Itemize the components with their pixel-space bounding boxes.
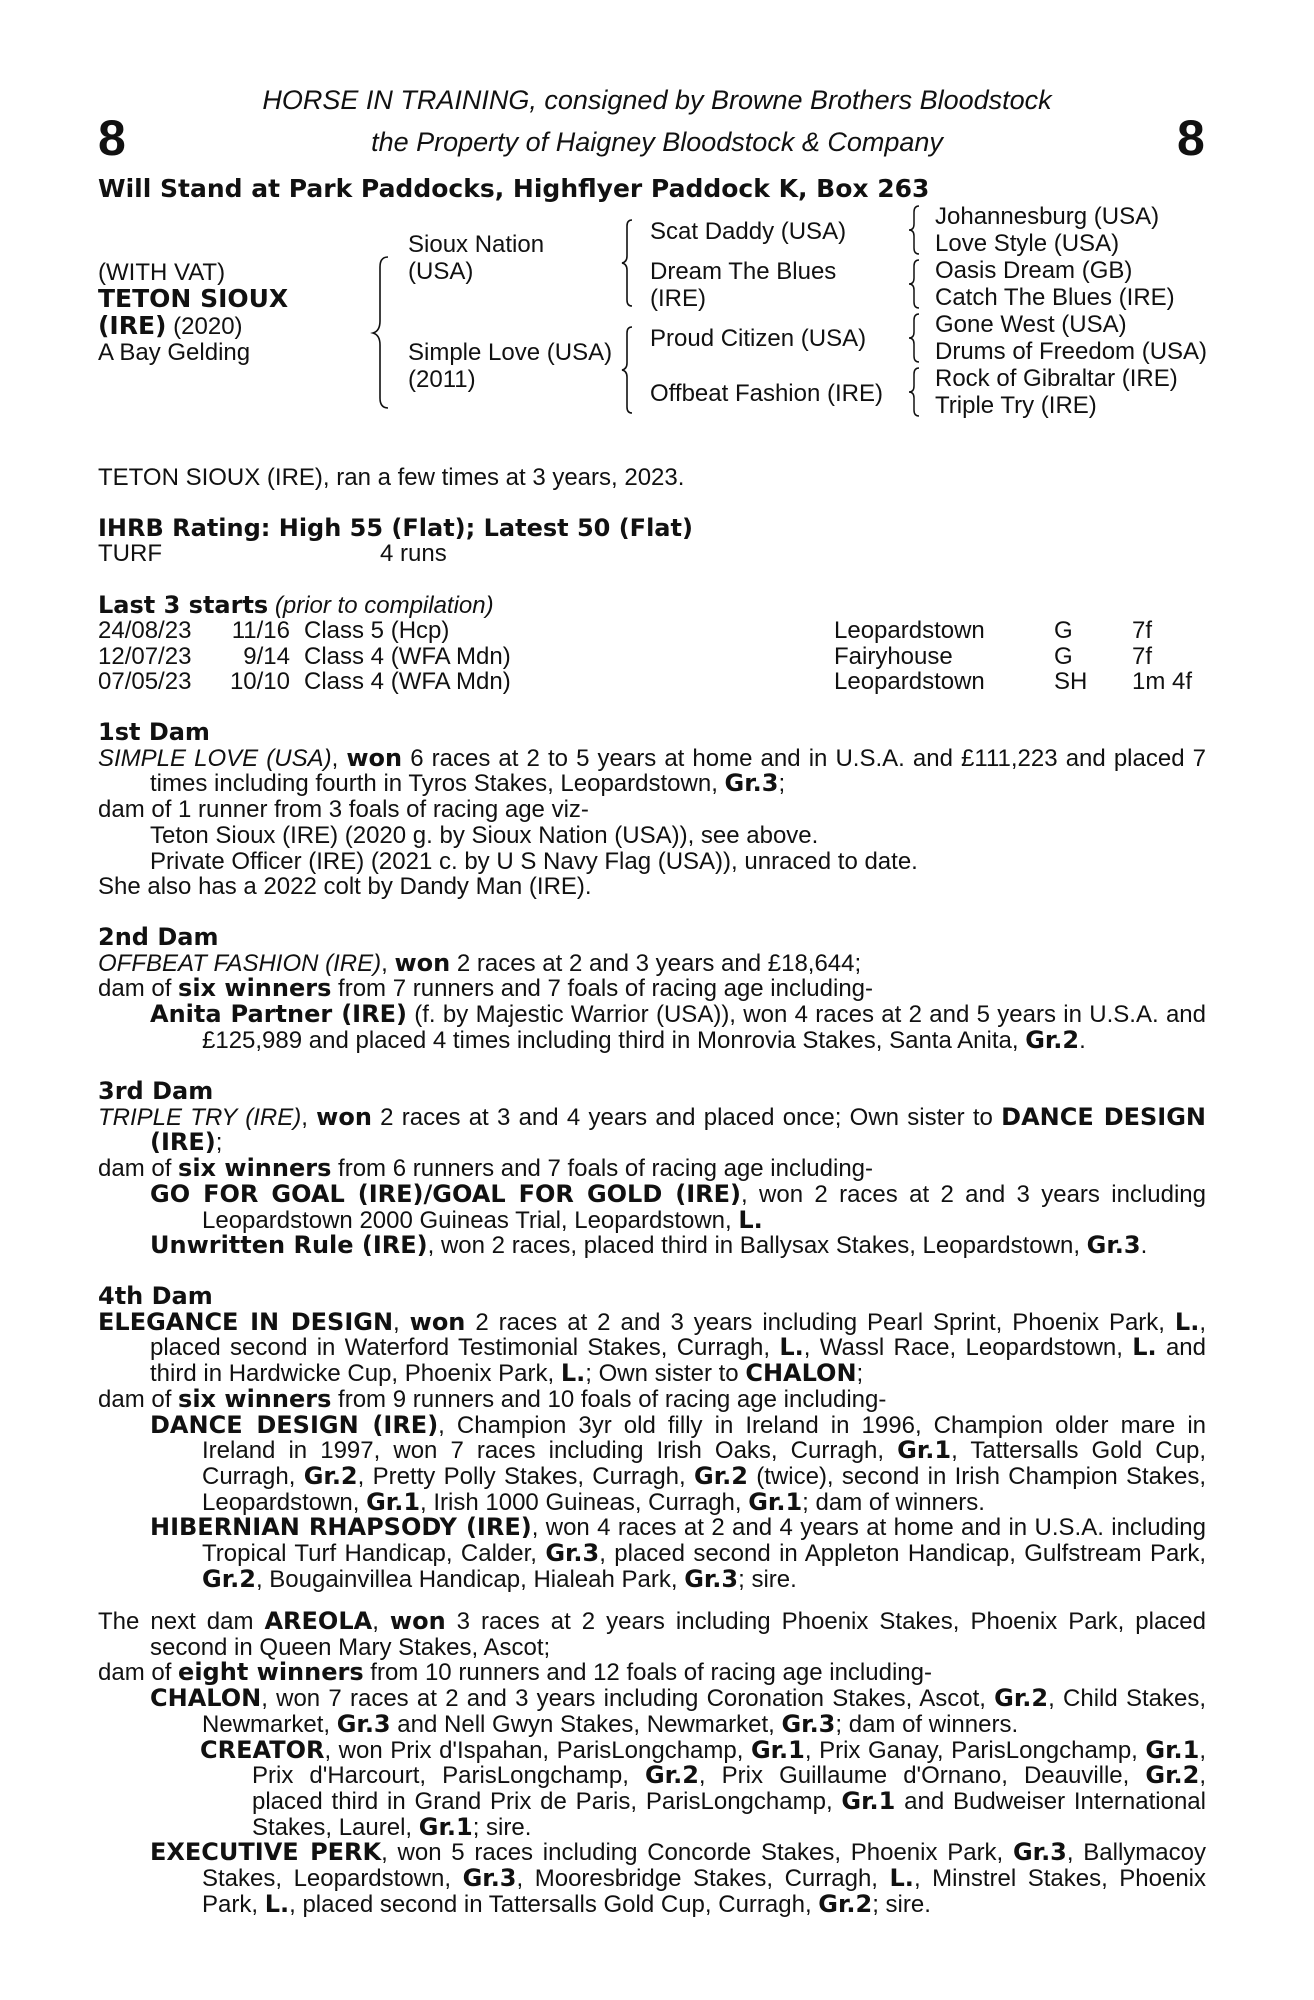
pedigree-bracket-main (370, 255, 394, 410)
next-dam-produce-intro: dam of eight winners from 10 runners and 12 foals of racing age including- (98, 1658, 932, 1687)
start-position: 11/16 (231, 617, 290, 644)
rating-title: IHRB Rating: High 55 (Flat); Latest 50 (Flat) (98, 514, 693, 542)
fourth-dam-progeny-2: HIBERNIAN RHAPSODY (IRE), won 4 races at 2 and 4 years at home and in U.S.A. including Tropical Turf Handicap, Calder, Gr.3, placed second in Appleton Handicap, Gulfstream Park, Gr.2, Bougainvillea Handicap, Hialeah Park, Gr.3; sire. (150, 1513, 1206, 1593)
third-dam-record: TRIPLE TRY (IRE), won 2 races at 3 and 4 years and placed once; Own sister to DANCE DESIGN (IRE); (98, 1102, 1207, 1157)
first-dam-produce-intro: dam of 1 runner from 3 foals of racing age viz- (98, 796, 589, 824)
race-summary: TETON SIOUX (IRE), ran a few times at 3 years, 2023. (98, 464, 685, 491)
lot-number-left: 8 (98, 110, 126, 166)
dam-sire: Proud Citizen (USA) (650, 325, 867, 352)
rating-runs: 4 runs (380, 540, 447, 567)
fourth-dam-record: ELEGANCE IN DESIGN, won 2 races at 2 and 3 years including Pearl Sprint, Phoenix Park, L., placed second in Waterford Testimonial Stakes, Curragh, L., Wassl Race, Leopardstown, L. and third in Hardwicke Cup, Phoenix Park, L.; Own sister to CHALON; (98, 1307, 1206, 1388)
second-dam-progeny-1: Anita Partner (IRE) (f. by Majestic Warrior (USA)), won 4 races at 2 and 5 years in U.S.A. and £125,989 and placed 4 times including third in Monrovia Stakes, Santa Anita, Gr.2. (150, 1000, 1207, 1054)
start-going: SH (1054, 668, 1088, 696)
first-dam-record: SIMPLE LOVE (USA), won 6 races at 2 to 5 years at home and in U.S.A. and £111,223 and placed 7 times including fourth in Tyros Stakes, Leopardstown, Gr.3; (98, 743, 1206, 798)
second-dam-section (98, 925, 1206, 1054)
third-dam-section (98, 1079, 1206, 1259)
start-going: G (1054, 642, 1073, 670)
last-starts-heading: Last 3 starts (prior to compilation) (98, 591, 494, 619)
start-race: Class 5 (Hcp) (304, 617, 450, 644)
start-distance: 7f (1132, 617, 1153, 644)
dam-dam-sire: Rock of Gibraltar (IRE) (935, 365, 1178, 392)
last-starts-table (98, 618, 1212, 695)
start-race: Class 4 (WFA Mdn) (304, 668, 511, 696)
page-title: HORSE IN TRAINING, consigned by Browne Brothers Bloodstock (262, 85, 1052, 115)
next-dam-progeny-2: EXECUTIVE PERK, won 5 races including Concorde Stakes, Phoenix Park, Gr.3, Ballymacoy Stakes, Leopardstown, Gr.3, Mooresbridge Stakes, Curragh, L., Minstrel Stakes, Phoenix Park, L., placed second in Tattersalls Gold Cup, Curragh, Gr.2; sire. (150, 1838, 1207, 1918)
start-date: 12/07/23 (98, 642, 192, 670)
start-distance: 1m 4f (1132, 668, 1193, 696)
dam-dam: Offbeat Fashion (IRE) (650, 380, 883, 407)
start-course: Fairyhouse (834, 642, 953, 670)
start-distance: 7f (1132, 642, 1153, 670)
third-dam-produce-intro: dam of six winners from 6 runners and 7 foals of racing age including- (98, 1154, 874, 1183)
next-dam-section (98, 1609, 1206, 1917)
pedigree-bracket-sd (906, 258, 922, 310)
first-dam-note: She also has a 2022 colt by Dandy Man (IRE). (98, 873, 592, 901)
next-dam-record: The next dam AREOLA, won 3 races at 2 years including Phoenix Stakes, Phoenix Park, placed second in Queen Mary Stakes, Ascot; (98, 1607, 1206, 1661)
dam-name: Simple Love (USA) (408, 339, 613, 366)
start-going: G (1054, 617, 1073, 644)
horse-origin-year: (IRE) (2020) (98, 311, 243, 340)
lot-number-right: 8 (1177, 110, 1205, 166)
start-row (98, 618, 1212, 644)
start-row (98, 669, 1212, 695)
dam-dam-dam: Triple Try (IRE) (935, 392, 1097, 419)
stand-location: Will Stand at Park Paddocks, Highflyer Paddock K, Box 263 (98, 174, 930, 203)
pedigree-bracket-ds (906, 312, 922, 364)
sire-dam: Dream The Blues (650, 258, 837, 285)
sire-dam-dam: Catch The Blues (IRE) (935, 284, 1175, 311)
start-course: Leopardstown (834, 617, 985, 644)
start-position: 10/10 (229, 668, 290, 696)
sire-dam-origin: (IRE) (650, 285, 706, 312)
pedigree-bracket-ss (906, 204, 922, 256)
dam-year: (2011) (408, 366, 476, 393)
second-dam-title: 2nd Dam (98, 923, 219, 951)
sire-origin: (USA) (408, 258, 474, 285)
start-date: 07/05/23 (98, 668, 192, 696)
first-dam-progeny-2: Private Officer (IRE) (2021 c. by U S Navy Flag (USA)), unraced to date. (150, 847, 918, 875)
third-dam-progeny-1: GO FOR GOAL (IRE)/GOAL FOR GOLD (IRE), won 2 races at 2 and 3 years including Leopardstown 2000 Guineas Trial, Leopardstown, L. (150, 1179, 1206, 1234)
start-row (98, 644, 1212, 670)
next-dam-progeny-1-son: CREATOR, won Prix d'Ispahan, ParisLongchamp, Gr.1, Prix Ganay, ParisLongchamp, Gr.1, Prix d'Harcourt, ParisLongchamp, Gr.2, Prix Guillaume d'Ornano, Deauville, Gr.2, placed third in Grand Prix de Paris, ParisLongchamp, Gr.1 and Budweiser International Stakes, Laurel, Gr.1; sire. (200, 1735, 1207, 1841)
dam-sire-dam: Drums of Freedom (USA) (935, 338, 1208, 365)
third-dam-progeny-2: Unwritten Rule (IRE), won 2 races, placed third in Ballysax Stakes, Leopardstown, Gr.3. (150, 1231, 1148, 1260)
start-date: 24/08/23 (98, 617, 192, 644)
fourth-dam-title: 4th Dam (98, 1282, 213, 1310)
third-dam-title: 3rd Dam (98, 1077, 214, 1105)
sire-sire-dam: Love Style (USA) (935, 230, 1120, 257)
first-dam-title: 1st Dam (98, 718, 210, 746)
first-dam-section (98, 720, 1206, 900)
second-dam-produce-intro: dam of six winners from 7 runners and 7 foals of racing age including- (98, 974, 874, 1003)
sire-dam-sire: Oasis Dream (GB) (935, 257, 1133, 284)
property-line: the Property of Haigney Bloodstock & Company (371, 127, 943, 157)
horse-description: A Bay Gelding (98, 339, 251, 366)
fourth-dam-section (98, 1284, 1206, 1592)
pedigree-bracket-dam (619, 325, 635, 415)
first-dam-progeny-1: Teton Sioux (IRE) (2020 g. by Sioux Nation (USA)), see above. (150, 821, 819, 849)
horse-name: TETON SIOUX (98, 284, 289, 313)
fourth-dam-progeny-1: DANCE DESIGN (IRE), Champion 3yr old filly in Ireland in 1996, Champion older mare in Ireland in 1997, won 7 races including Irish Oaks, Curragh, Gr.1, Tattersalls Gold Cup, Curragh, Gr.2, Pretty Polly Stakes, Curragh, Gr.2 (twice), second in Irish Champion Stakes, Leopardstown, Gr.1, Irish 1000 Guineas, Curragh, Gr.1; dam of winners. (150, 1410, 1207, 1516)
pedigree-bracket-sire (619, 218, 635, 308)
rating-surface: TURF (98, 540, 162, 567)
start-course: Leopardstown (834, 668, 985, 696)
start-position: 9/14 (243, 642, 290, 670)
fourth-dam-produce-intro: dam of six winners from 9 runners and 10 foals of racing age including- (98, 1384, 887, 1413)
pedigree-bracket-dd (906, 366, 922, 418)
start-race: Class 4 (WFA Mdn) (304, 642, 511, 670)
next-dam-progeny-1: CHALON, won 7 races at 2 and 3 years including Coronation Stakes, Ascot, Gr.2, Child Stakes, Newmarket, Gr.3 and Nell Gwyn Stakes, Newmarket, Gr.3; dam of winners. (150, 1684, 1207, 1738)
dam-sire-sire: Gone West (USA) (935, 311, 1127, 338)
sire-name: Sioux Nation (408, 231, 545, 258)
second-dam-record: OFFBEAT FASHION (IRE), won 2 races at 2 and 3 years and £18,644; (98, 948, 862, 977)
sire-sire-sire: Johannesburg (USA) (935, 203, 1160, 230)
sire-sire: Scat Daddy (USA) (650, 218, 847, 245)
vat-note: (WITH VAT) (98, 259, 226, 286)
